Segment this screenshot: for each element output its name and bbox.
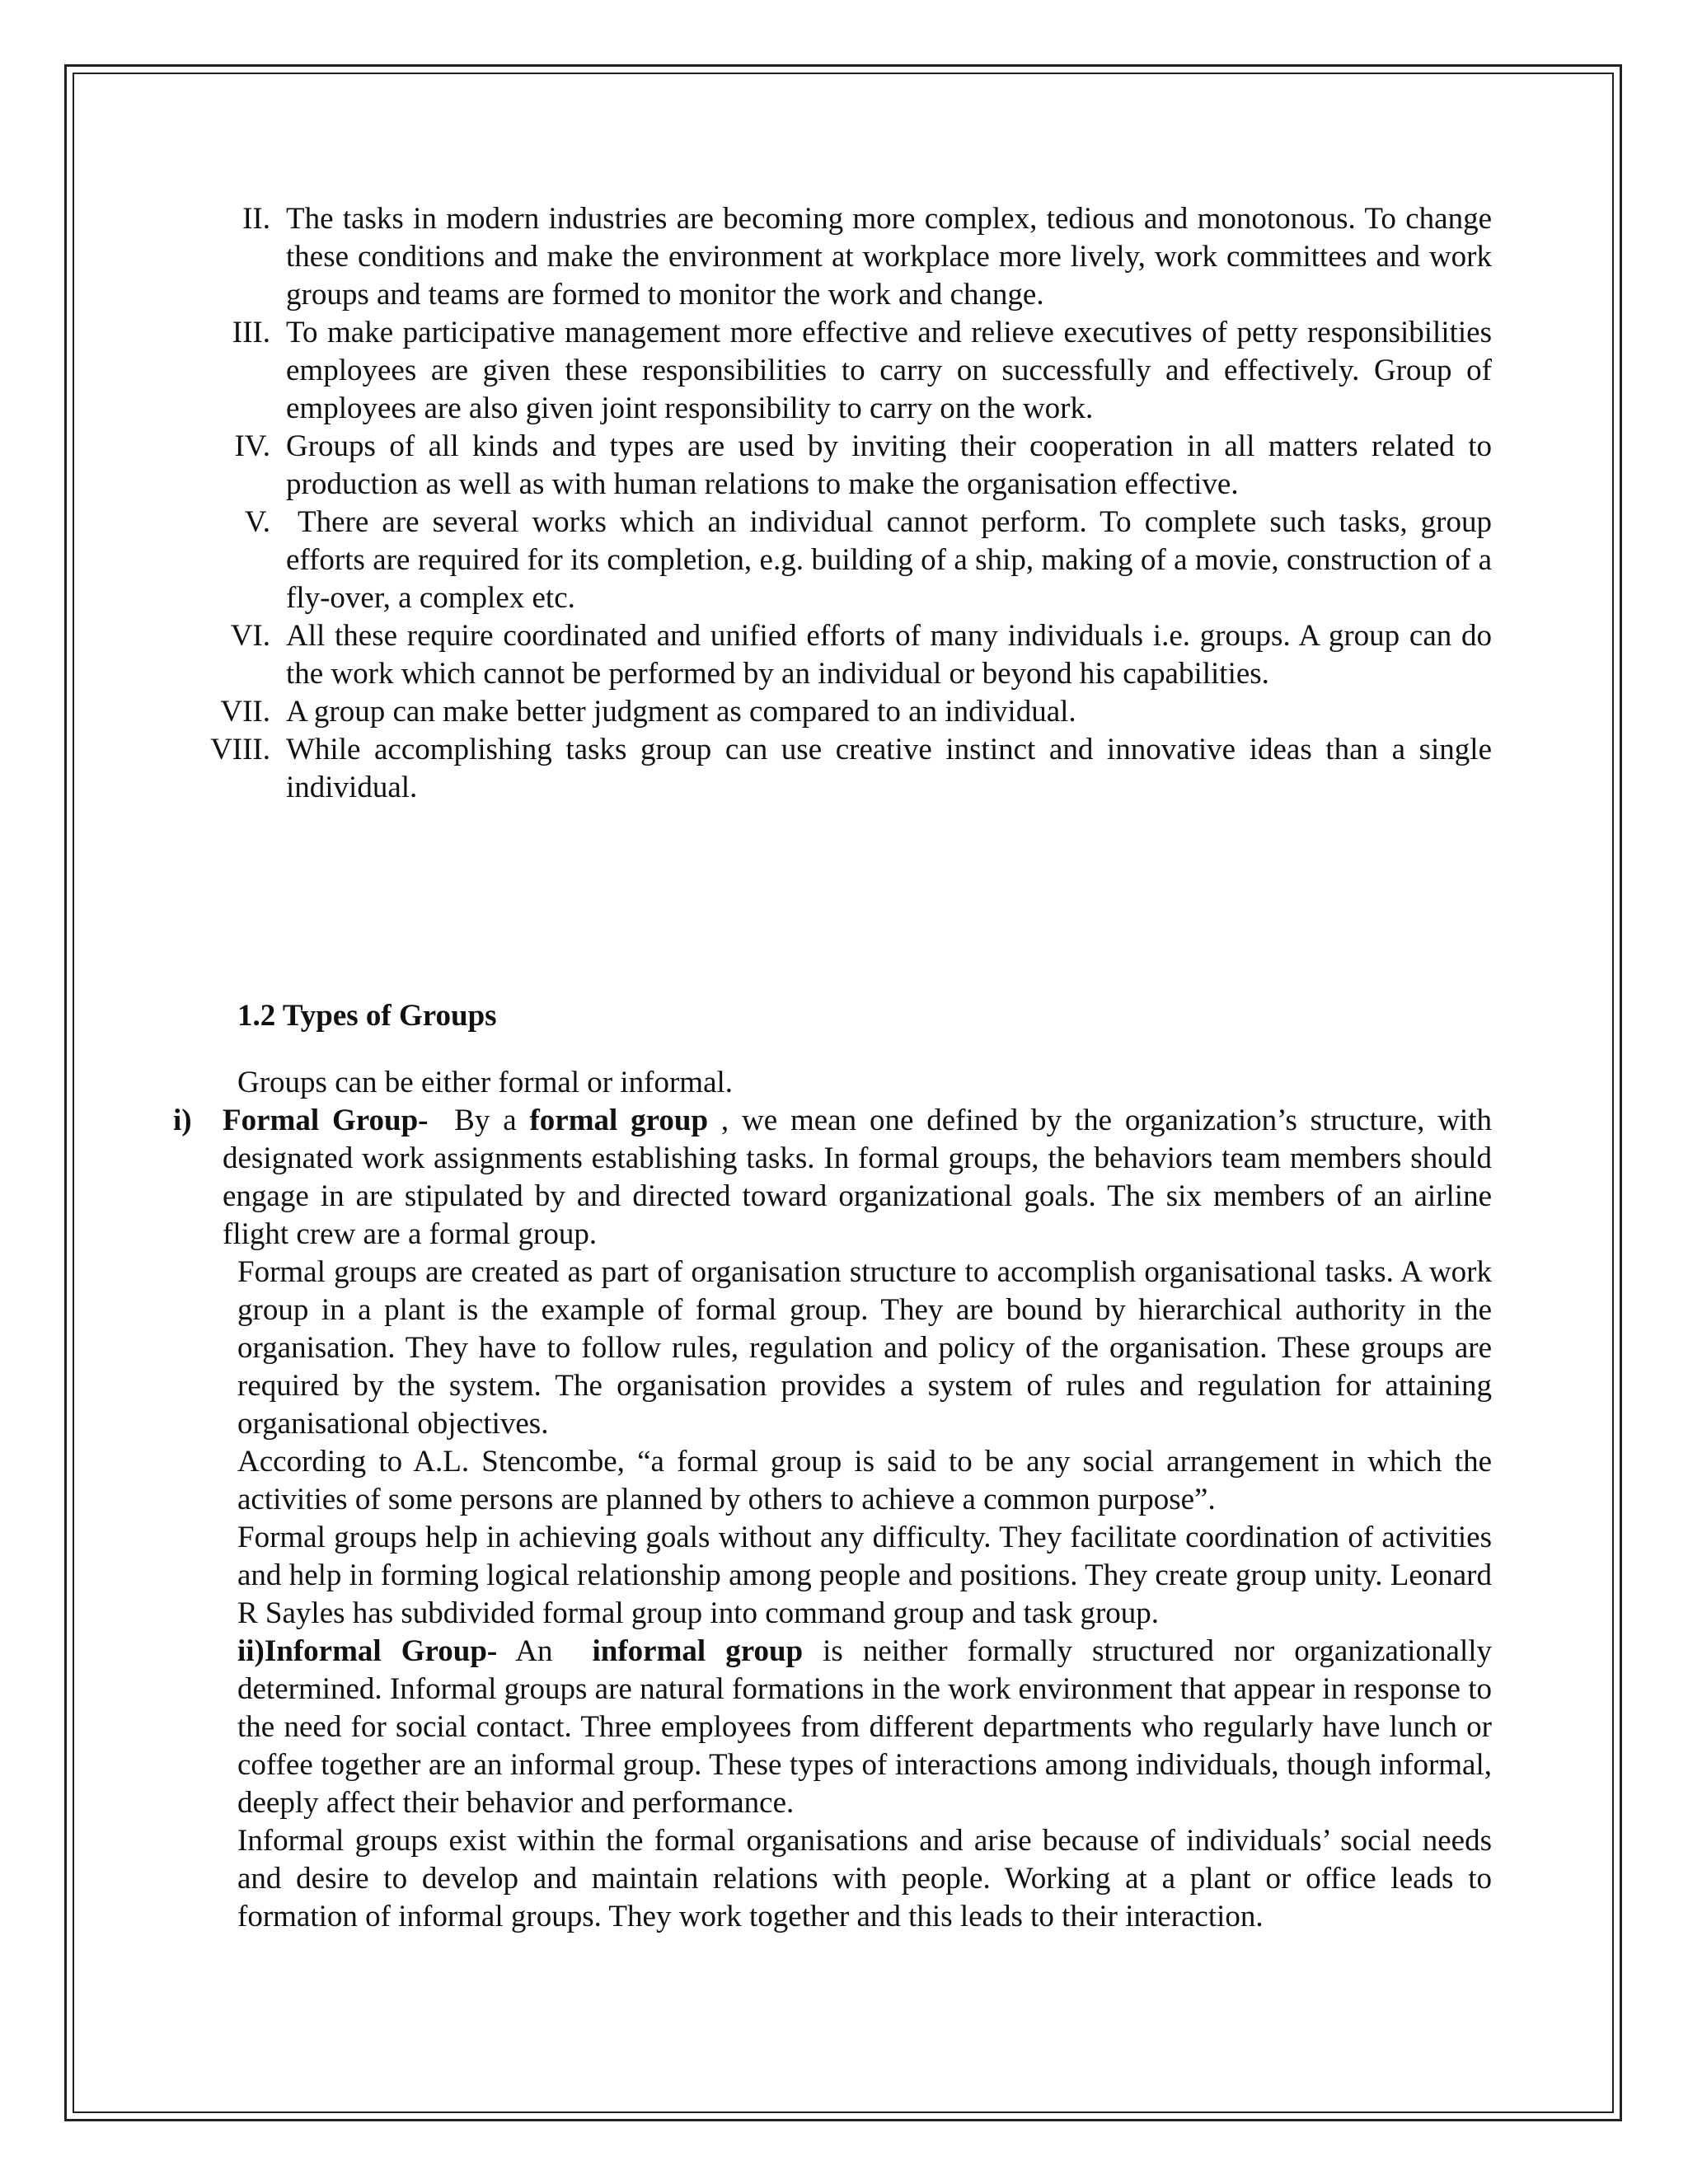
list-item — [165, 693, 1492, 731]
list-text: While accomplishing tasks group can use creative instinct and innovative ideas than a single individual. — [286, 733, 1492, 804]
list-text: Groups of all kinds and types are used by inviting their cooperation in all matters related to production as well as with human relations to make the organisation effective. — [286, 429, 1492, 501]
informal-group-text: is neither formally structured nor organizationally determined. Informal groups are natural formations in the work environment that appear in response to the need for social contact. Three employees from different departments who regularly have lunch or coffee together are an informal group. These types of interactions among individuals, though informal, deeply affect their behavior and performance. — [237, 1634, 1492, 1820]
informal-group-lead: An — [515, 1634, 553, 1668]
informal-group-label: ii)Informal Group- — [237, 1634, 498, 1668]
formal-group-text: , we mean one defined by the organization’s structure, with designated work assignments establishing tasks. In formal groups, the behaviors team members should engage in are stipulated by and directed toward organizational goals. The six members of an airline flight crew are a formal group. — [223, 1104, 1492, 1251]
list-number: III. — [232, 316, 270, 349]
list-text: All these require coordinated and unified efforts of many individuals i.e. groups. A group can do the work which cannot be performed by an individual or beyond his capabilities. — [286, 619, 1492, 691]
formal-group-lead: By a — [454, 1104, 517, 1137]
list-text: To make participative management more effective and relieve executives of petty responsibilities employees are given these responsibilities to carry on successfully and effectively. Group of employees are also given joint responsibility to carry on the work. — [286, 316, 1492, 425]
list-item — [165, 428, 1492, 504]
formal-group-paragraph — [173, 1102, 1492, 1254]
list-number: II. — [242, 202, 270, 236]
list-item — [165, 731, 1492, 807]
informal-closing-paragraph: Informal groups exist within the formal organisations and arise because of individuals’ social needs and desire to develop and maintain relations with people. Working at a plant or office leads to formation of informal groups. They work together and this leads to their interaction. — [237, 1824, 1492, 1933]
informal-group-term: informal group — [592, 1634, 804, 1668]
list-item — [165, 314, 1492, 428]
list-item — [165, 504, 1492, 617]
section-intro: Groups can be either formal or informal. — [237, 1066, 734, 1099]
formal-paragraph-2: According to A.L. Stencombe, “a formal group is said to be any social arrangement in which the activities of some persons are planned by others to achieve a common purpose”. — [237, 1445, 1492, 1516]
list-number: VI. — [230, 619, 270, 653]
section-heading: 1.2 Types of Groups — [237, 999, 497, 1033]
formal-paragraph-3: Formal groups help in achieving goals without any difficulty. They facilitate coordination of activities and help in forming logical relationship among people and positions. They create group unity. Leonard R Sayles has subdivided formal group into command group and task group. — [237, 1521, 1492, 1630]
formal-group-label: Formal Group- — [223, 1104, 429, 1137]
list-number: VIII. — [210, 733, 270, 766]
list-number: V. — [244, 505, 270, 539]
formal-group-details — [237, 1254, 1492, 1936]
formal-group-marker: i) — [173, 1104, 192, 1137]
list-text: The tasks in modern industries are becoming more complex, tedious and monotonous. To change these conditions and make the environment at workplace more lively, work committees and work groups and teams are formed to monitor the work and change. — [286, 202, 1492, 312]
list-number: IV. — [234, 429, 270, 463]
list-item — [165, 200, 1492, 314]
informal-group-paragraph — [237, 1633, 1492, 1822]
formal-paragraph-1: Formal groups are created as part of organisation structure to accomplish organisational tasks. A work group in a plant is the example of formal group. They are bound by hierarchical authority in the organisation. They have to follow rules, regulation and policy of the organisation. These groups are required by the system. The organisation provides a system of rules and regulation for attaining organisational objectives. — [237, 1255, 1492, 1441]
list-text: There are several works which an individual cannot perform. To complete such tasks, group efforts are required for its completion, e.g. building of a ship, making of a movie, construction of a fly-over, a complex etc. — [286, 505, 1492, 615]
list-number: VII. — [220, 695, 270, 729]
list-text: A group can make better judgment as compared to an individual. — [286, 695, 1076, 729]
formal-group-term: formal group — [529, 1104, 709, 1137]
reasons-list — [165, 200, 1492, 807]
list-item — [165, 617, 1492, 693]
